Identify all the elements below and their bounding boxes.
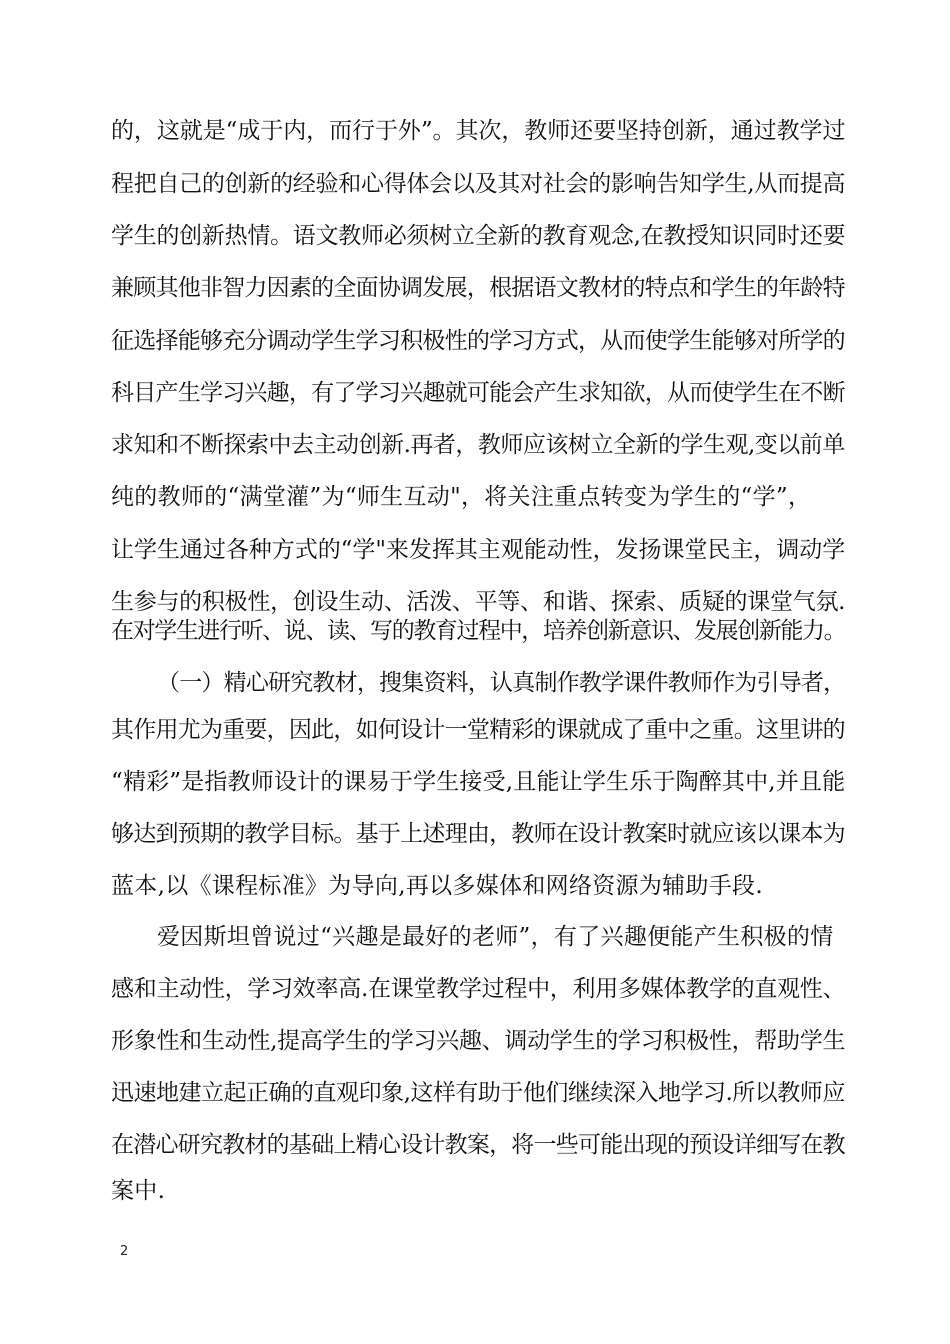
paragraph-line: 学生的创新热情。语文教师必须树立全新的教育观念,在教授知识同时还要 <box>111 223 846 249</box>
paragraph-line: 生参与的积极性，创设生动、活泼、平等、和谐、探索、质疑的课堂气氛. <box>111 589 846 615</box>
paragraph-line: 够达到预期的教学目标。基于上述理由，教师在设计教案时就应该以课本为 <box>111 821 845 847</box>
page-number: 2 <box>120 1244 129 1259</box>
paragraph-line: （一）精心研究教材，搜集资料，认真制作教学课件教师作为引导者， <box>157 670 846 696</box>
paragraph-line: 的，这就是“成于内，而行于外”。其次，教师还要坚持创新，通过教学过 <box>111 118 846 144</box>
paragraph-line: 征选择能够充分调动学生学习积极性的学习方式，从而使学生能够对所学的 <box>111 328 845 354</box>
paragraph-line: 程把自己的创新的经验和心得体会以及其对社会的影响告知学生,从而提高 <box>111 171 846 197</box>
paragraph-line: 蓝本,以《课程标准》为导向,再以多媒体和网络资源为辅助手段. <box>111 873 763 899</box>
paragraph-line: 科目产生学习兴趣，有了学习兴趣就可能会产生求知欲，从而使学生在不断 <box>111 380 845 406</box>
paragraph-line: 在对学生进行听、说、读、写的教育过程中，培养创新意识、发展创新能力。 <box>111 618 846 644</box>
paragraph-line: 爱因斯坦曾说过“兴趣是最好的老师”，有了兴趣便能产生积极的情 <box>157 924 834 950</box>
paragraph-line: “精彩”是指教师设计的课易于学生接受,且能让学生乐于陶醉其中,并且能 <box>111 769 846 795</box>
paragraph-line: 在潜心研究教材的基础上精心设计教案，将一些可能出现的预设详细写在教 <box>111 1132 845 1158</box>
paragraph-line: 迅速地建立起正确的直观印象,这样有助于他们继续深入地学习.所以教师应 <box>111 1080 845 1106</box>
paragraph-line: 形象性和生动性,提高学生的学习兴趣、调动学生的学习积极性，帮助学生 <box>111 1028 846 1054</box>
paragraph-line: 求知和不断探索中去主动创新.再者，教师应该树立全新的学生观,变以前单 <box>111 432 845 458</box>
paragraph-line: 兼顾其他非智力因素的全面协调发展，根据语文教材的特点和学生的年龄特 <box>111 275 845 301</box>
paragraph-line: 其作用尤为重要，因此，如何设计一堂精彩的课就成了重中之重。这里讲的 <box>111 717 845 743</box>
paragraph-line: 案中. <box>111 1178 166 1204</box>
paragraph-line: 让学生通过各种方式的“学"来发挥其主观能动性，发扬课堂民主，调动学 <box>111 537 846 563</box>
paragraph-line: 感和主动性，学习效率高.在课堂教学过程中，利用多媒体教学的直观性、 <box>111 976 846 1002</box>
paragraph-line: 纯的教师的“满堂灌”为“师生互动"，将关注重点转变为学生的“学”， <box>111 484 812 510</box>
